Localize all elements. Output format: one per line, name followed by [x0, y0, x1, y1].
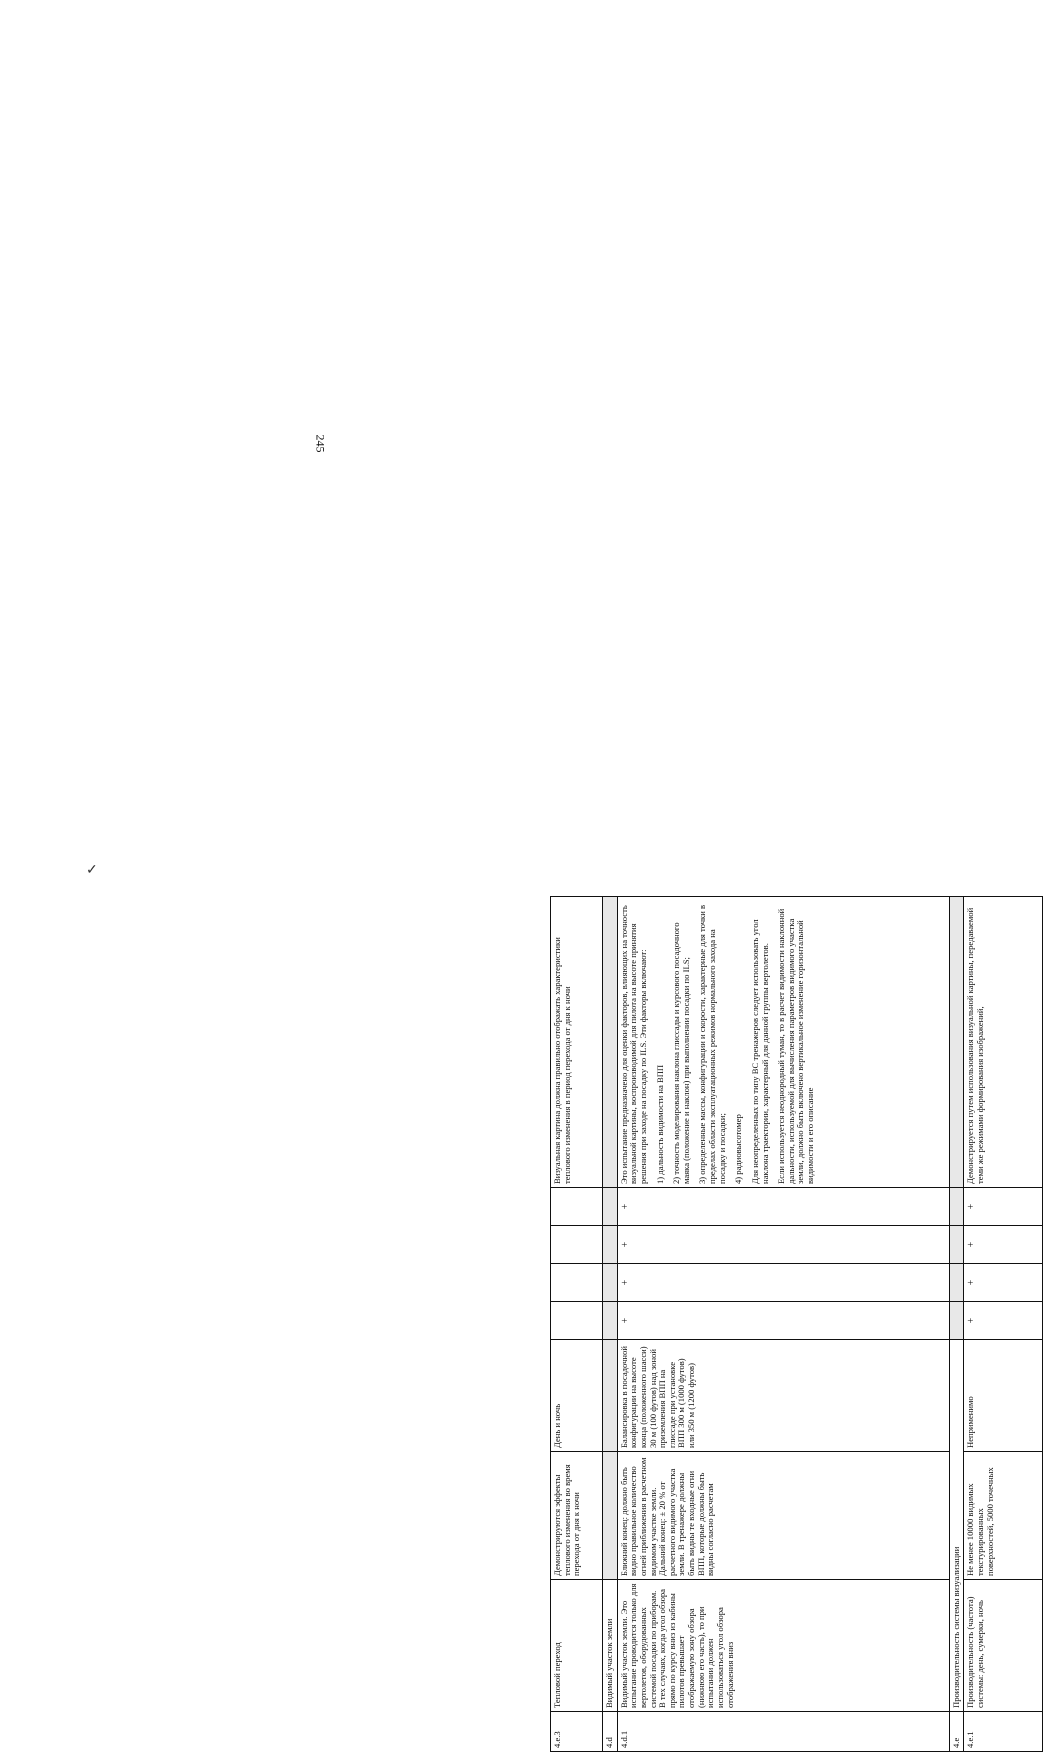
- mark-cell: +: [617, 1188, 949, 1226]
- mark-cell: [551, 1188, 603, 1226]
- note-paragraph: 2) точность моделирования наклона глиссады и курсового посадочного маяка (положение и наклон) при выполнении посадки по ILS;: [671, 922, 691, 1184]
- row-title: Видимый участок земли. Это испытание проводится только для вертолетов, оборудованных системой посадки по приборам. В тех случаях, когда угол обзора прямо по курсу вниз из кабины пилотов превышает отображаемую зону обзора (нижнюю его часть), то при испытании должен использоваться угол обзора отображения вниз: [617, 1580, 949, 1712]
- row-notes: [617, 897, 949, 1188]
- row-requirement: Ближний конец: должно быть видно правильное количество огней приближения в расчетном видимом участке земли. Дальний конец: ± 20 % от расчетного видимого участка земли. В тренажере должны быть видны те входные огни ВПП, которые должны быть видны согласно расчетам: [617, 1452, 949, 1580]
- mark-cell: [551, 1264, 603, 1302]
- section-title: Видимый участок земли: [603, 1580, 618, 1712]
- mark-cell: +: [617, 1226, 949, 1264]
- requirements-table: [550, 896, 1043, 1752]
- row-requirement: Не менее 10000 видимых текстурированных поверхностей, 5000 точечных: [964, 1452, 1043, 1580]
- mark-cell: +: [964, 1302, 1043, 1340]
- row-id: 4.e.3: [551, 1712, 603, 1752]
- mark-cell: +: [964, 1264, 1043, 1302]
- note-paragraph: 3) определенные массы, конфигурации и скорости, характерные для точки в пределах области эксплуатационных режимов нормального захода на посадку и посадки;: [697, 904, 727, 1184]
- row-title: Тепловой переход: [551, 1580, 603, 1712]
- section-id: 4.d: [603, 1712, 618, 1752]
- row-requirement: Демонстрируются эффекты теплового изменения во время перехода от дня к ночи: [551, 1452, 603, 1580]
- section-row: [603, 897, 618, 1752]
- mark-cell: +: [964, 1226, 1043, 1264]
- row-conditions: Неприменимо: [964, 1340, 1043, 1452]
- row-id: 4.e.1: [964, 1712, 1043, 1752]
- note-paragraph: 1) дальность видимости на ВПП: [654, 1064, 665, 1184]
- mark-cell: [551, 1302, 603, 1340]
- table-row: [617, 897, 949, 1752]
- note-paragraph: Это испытание предназначено для оценки факторов, влияющих на точность визуальной картины, воспроизводимой для пилота на высоте принятия решения при заходе на посадку по ILS. Эти факторы включают:: [618, 905, 648, 1184]
- row-notes: Демонстрируется путем использования визуальной картины, передаваемой теми же режимами формирования изображений,: [964, 897, 1043, 1188]
- mark-cell: [551, 1226, 603, 1264]
- mark-cell: +: [964, 1188, 1043, 1226]
- row-id: 4.d.1: [617, 1712, 949, 1752]
- section-row: [949, 897, 964, 1752]
- rotated-table-canvas: [550, 897, 1043, 1752]
- page-number: 245: [313, 434, 328, 453]
- row-conditions: День и ночь: [551, 1340, 603, 1452]
- section-id: 4.e: [949, 1712, 964, 1752]
- section-title: Производительность системы визуализации: [949, 1340, 964, 1712]
- mark-cell: +: [617, 1264, 949, 1302]
- row-notes: Визуальная картина должна правильно отображать характеристики теплового изменения в период перехода от дня к ночи: [551, 897, 603, 1188]
- note-paragraph: 4) радиовысотомер: [733, 1114, 744, 1184]
- row-conditions: Балансировка в посадочной конфигурации на высоте конца (положенного шасси) 30 м (100 футов) над зоной приземления ВПП на глиссаде при установке ВПП 300 м (1000 футов) или 350 м (1200 футов): [617, 1340, 949, 1452]
- table-row: [551, 897, 603, 1752]
- table-row: [964, 897, 1043, 1752]
- note-paragraph: Для неопределенных по типу ВС тренажеров следует использовать угол наклона траектории, характерный для данной группы вертолетов.: [749, 919, 770, 1184]
- mark-cell: +: [617, 1302, 949, 1340]
- margin-check-mark: ✓: [86, 863, 98, 878]
- row-title: Производительность (частота) системы: день, сумерки, ночь: [964, 1580, 1043, 1712]
- note-paragraph: Если используется неоднородный туман, то в расчет видимости наклонной дальности, используемой для вычисления параметров видимого участка земли, должно быть включено вертикальное изменение горизонтальной видимости и его описание: [776, 908, 815, 1184]
